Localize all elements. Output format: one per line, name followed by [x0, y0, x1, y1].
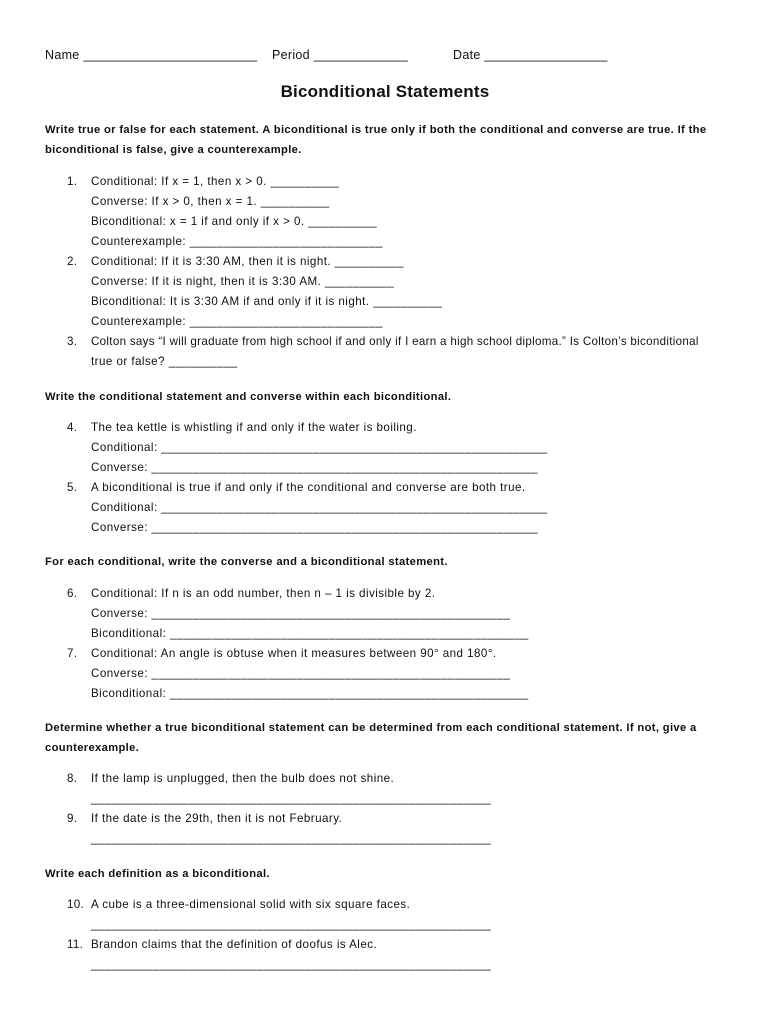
item-line: Conditional: If it is 3:30 AM, then it is night. __________ [91, 255, 404, 268]
answer-line: __________________________________________________________ [91, 958, 492, 971]
page-title: Biconditional Statements [280, 82, 490, 101]
item-number: 3. [67, 335, 78, 348]
item-number: 6. [67, 587, 78, 600]
item-number: 1. [67, 175, 78, 188]
item-number: 10. [67, 898, 85, 911]
item-line: Converse: ____________________________________________________ [91, 667, 511, 680]
item-number: 7. [67, 647, 78, 660]
item-line: If the date is the 29th, then it is not February. [91, 812, 343, 825]
date-field: Date _________________ [453, 48, 608, 62]
item-line: Colton says “I will graduate from high school if and only if I earn a high school diploma.” Is Colton’s biconditional [91, 335, 699, 348]
section-instruction: Determine whether a true biconditional statement can be determined from each conditional statement. If not, give a counterexample. [45, 722, 697, 754]
item-number: 2. [67, 255, 78, 268]
item-line: Brandon claims that the definition of doofus is Alec. [91, 938, 378, 951]
item-line: Converse: ____________________________________________________ [91, 607, 511, 620]
answer-line: __________________________________________________________ [91, 918, 492, 931]
item-line: Biconditional: ____________________________________________________ [91, 687, 529, 700]
item-line: Converse: If it is night, then it is 3:30 AM. __________ [91, 275, 394, 288]
item-number: 5. [67, 481, 78, 494]
section-instruction: Write the conditional statement and converse within each biconditional. [45, 391, 452, 403]
item-number: 11. [67, 938, 84, 951]
section-instruction: For each conditional, write the converse and a biconditional statement. [45, 556, 448, 568]
section-instruction: Write each definition as a biconditional. [45, 868, 270, 880]
item-line: Converse: ________________________________________________________ [91, 521, 538, 534]
item-line: Counterexample: ____________________________ [91, 315, 383, 328]
item-line: Conditional: If x = 1, then x > 0. __________ [91, 175, 340, 188]
item-line: Converse: If x > 0, then x = 1. __________ [91, 195, 330, 208]
item-line: Counterexample: ____________________________ [91, 235, 383, 248]
item-line: Biconditional: ____________________________________________________ [91, 627, 529, 640]
item-number: 9. [67, 812, 78, 825]
item-line: A biconditional is true if and only if the conditional and converse are both true. [91, 481, 526, 494]
item-line: If the lamp is unplugged, then the bulb does not shine. [91, 772, 395, 785]
item-line: Biconditional: x = 1 if and only if x > 0. __________ [91, 215, 378, 228]
section-instruction: Write true or false for each statement. A biconditional is true only if both the conditional and converse are true. If the biconditional is false, give a counterexample. [45, 124, 707, 156]
item-line: Conditional: If n is an odd number, then n – 1 is divisible by 2. [91, 587, 436, 600]
answer-line: __________________________________________________________ [91, 792, 492, 805]
item-line: Conditional: ________________________________________________________ [91, 441, 548, 454]
period-field: Period _____________ [272, 48, 408, 62]
item-number: 8. [67, 772, 78, 785]
item-line: Conditional: An angle is obtuse when it measures between 90° and 180°. [91, 647, 497, 660]
answer-line: __________________________________________________________ [91, 832, 492, 845]
item-line: true or false? __________ [91, 355, 238, 368]
item-line: The tea kettle is whistling if and only if the water is boiling. [91, 421, 417, 434]
item-line: Converse: ________________________________________________________ [91, 461, 538, 474]
item-line: A cube is a three-dimensional solid with six square faces. [91, 898, 411, 911]
item-line: Conditional: ________________________________________________________ [91, 501, 548, 514]
item-line: Biconditional: It is 3:30 AM if and only if it is night. __________ [91, 295, 443, 308]
name-field: Name ________________________ [45, 48, 258, 62]
item-number: 4. [67, 421, 78, 434]
